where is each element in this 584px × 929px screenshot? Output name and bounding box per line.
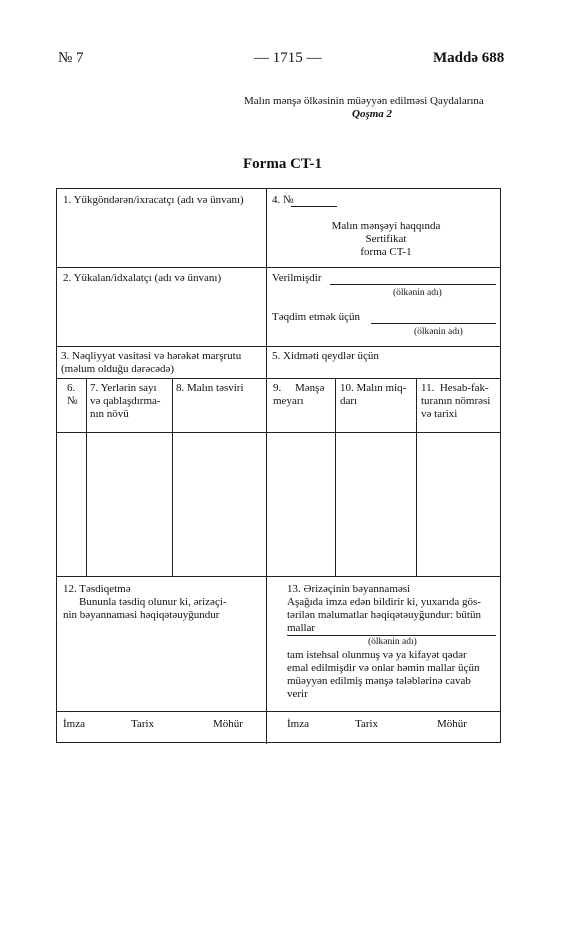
divider — [57, 711, 500, 712]
col-11-label: 11. Hesab-fak- — [421, 382, 489, 394]
col-11-label-3: və tarixi — [421, 408, 458, 420]
attachment-note: Malın mənşə ölkəsinin müəyyən edilməsi Qaydalarına — [244, 95, 484, 107]
divider — [57, 432, 500, 433]
divider — [57, 378, 500, 379]
col-7-label-2: və qablaşdırma- — [90, 395, 161, 407]
divider — [266, 267, 500, 268]
divider — [172, 378, 173, 576]
left-seal-label: Möhür — [213, 718, 243, 730]
issued-label: Verilmişdir — [272, 272, 322, 284]
submit-country-line — [371, 323, 496, 324]
divider — [266, 346, 267, 378]
col-7-label: 7. Yerlərin sayı — [90, 382, 157, 394]
box-3-label: 3. Nəqliyyat vasitəsi və hərəkət marşrutu — [61, 350, 242, 362]
issued-country-line — [330, 284, 496, 285]
col-11-label-2: turanın nömrəsi — [421, 395, 491, 407]
box-12-text-1: Bununla təsdiq olunur ki, ərizəçi- — [79, 596, 227, 608]
box-3-note: (məlum olduğu dərəcədə) — [61, 363, 175, 375]
box-12-text-2: nin bəyannaməsi həqiqətəuyğundur — [63, 609, 220, 621]
col-10-label-2: darı — [340, 395, 358, 407]
divider — [57, 346, 500, 347]
col-6-label: 6. — [67, 382, 76, 394]
col-8-label: 8. Malın təsviri — [176, 382, 244, 394]
box-12-title: 12. Təsdiqetmə — [63, 583, 131, 595]
certificate-text-1: Malın mənşəyi haqqında — [331, 220, 441, 232]
right-seal-label: Möhür — [437, 718, 467, 730]
article-number: Maddə 688 — [433, 50, 505, 66]
box-13-text-3: mallar — [287, 622, 316, 634]
form-ct1-table — [56, 188, 501, 743]
box-1-label: 1. Yükgöndərən/ixracatçı (adı və ünvanı) — [63, 194, 244, 206]
divider — [416, 378, 417, 576]
col-6-number: № — [67, 395, 78, 407]
left-signature-label: İmza — [63, 718, 85, 730]
divider — [57, 576, 500, 577]
box-13-text-5: emal edilmişdir və onlar həmin mallar üçün — [287, 662, 480, 674]
col-9-label-2: meyarı — [273, 395, 304, 407]
certificate-text-3: forma CT-1 — [360, 246, 412, 258]
col-10-label: 10. Malın miq- — [340, 382, 407, 394]
divider — [86, 378, 87, 576]
box-13-text-2: tərilən məlumatlar həqiqətəuyğundur: bütün — [287, 609, 481, 621]
issued-country-hint: (ölkənin adı) — [393, 288, 442, 298]
right-signature-label: İmza — [287, 718, 309, 730]
box-13-text-6: müəyyən edilmiş mənşə tələblərinə cavab — [287, 675, 471, 687]
box-13-country-hint: (ölkənin adı) — [368, 637, 417, 647]
right-date-label: Tarix — [355, 718, 379, 730]
box-5-label: 5. Xidməti qeydlər üçün — [272, 350, 379, 362]
box-13-text-7: verir — [287, 688, 308, 700]
box-13-country-line — [287, 635, 496, 636]
submit-label: Təqdim etmək üçün — [272, 311, 360, 323]
form-title: Forma CT-1 — [243, 156, 323, 172]
col-9-label: 9. Mənşə — [273, 382, 325, 394]
divider — [335, 378, 336, 576]
left-date-label: Tarix — [131, 718, 155, 730]
box-13-text-4: tam istehsal olunmuş və ya kifayət qədər — [287, 649, 467, 661]
divider — [57, 267, 268, 268]
col-7-label-3: nın növü — [90, 408, 129, 420]
divider — [266, 189, 267, 369]
box-13-text-1: Aşağıda imza edən bildirir ki, yuxarıda gös- — [287, 596, 481, 608]
certificate-text-2: Sertifikat — [365, 233, 407, 245]
page-number-center: — 1715 — — [254, 50, 322, 66]
certificate-number-line — [291, 206, 337, 207]
attachment-label: Qoşma 2 — [352, 108, 393, 120]
box-4-label: 4. № — [272, 194, 294, 206]
submit-country-hint: (ölkənin adı) — [414, 327, 463, 337]
box-2-label: 2. Yükalan/idxalatçı (adı və ünvanı) — [63, 272, 222, 284]
page-number-left: № 7 — [58, 50, 84, 66]
box-13-title: 13. Ərizəçinin bəyannaməsi — [287, 583, 411, 595]
